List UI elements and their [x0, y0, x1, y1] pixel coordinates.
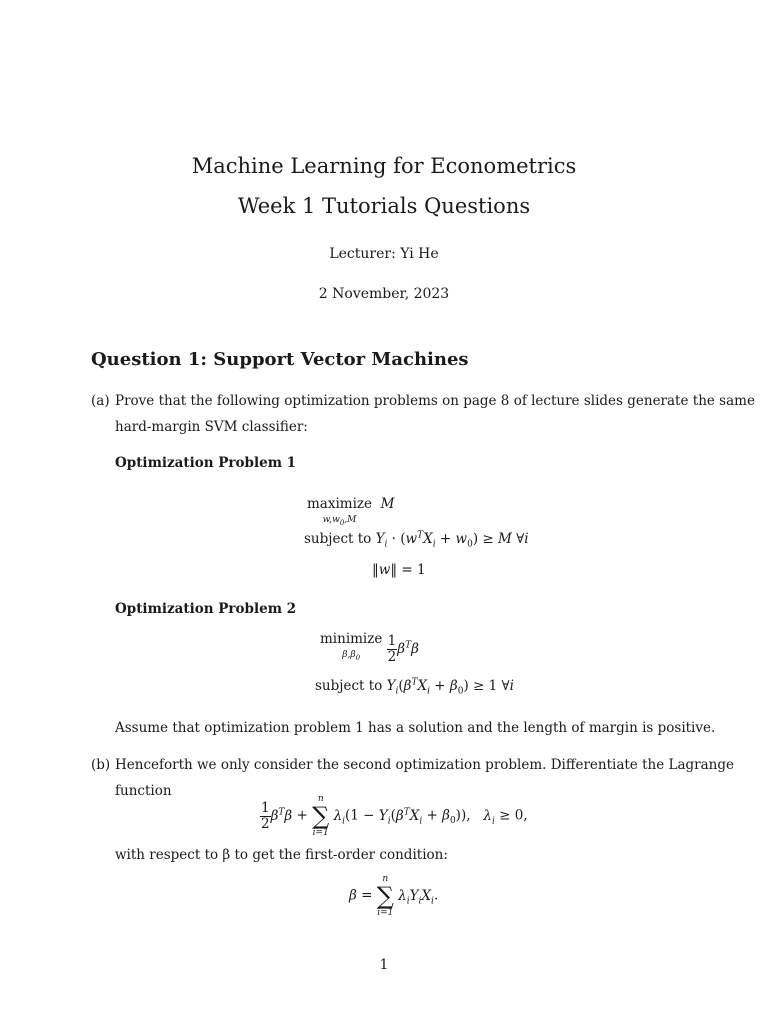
lagrange-function: $\frac{1}{2}$ $\beta^T\beta$ + n ∑ i=1 $\lambda_i(1 - Y_i(\beta^TX_i + \beta_0))$, $\lambda_i \ge 0$,	[261, 794, 528, 838]
maximize-operator: maximize $^{w,w_0,M}$	[307, 496, 373, 527]
summation-icon: n ∑ i=1	[312, 794, 330, 838]
problem2-constraint: subject to $Y_i(\beta^TX_i + \beta_0) \ge 1$ ∀i	[315, 677, 514, 697]
part-a-text-line2: hard-margin SVM classifier:	[115, 419, 308, 435]
part-a-label: (a)	[91, 393, 110, 409]
problem1-constraint1: subject to $Y_i \cdot (w^TX_i + w_0) \ge M$ ∀i	[304, 530, 529, 550]
part-b-text-line1: Henceforth we only consider the second optimization problem. Differentiate the Lagrange	[115, 757, 734, 773]
part-b-text-line2: function	[115, 783, 172, 799]
fraction-one-half: $\frac{1}{2}$	[387, 632, 397, 665]
title-line-1: Machine Learning for Econometrics	[191, 154, 577, 178]
first-order-condition: β = n ∑ i=1 $\lambda_iY_iX_i$.	[349, 874, 439, 918]
assumption-text: Assume that optimization problem 1 has a solution and the length of margin is positive.	[115, 720, 716, 736]
part-b-label: (b)	[91, 757, 111, 773]
problem2-heading: Optimization Problem 2	[115, 601, 297, 617]
part-b-after-text: with respect to β to get the first-order condition:	[115, 847, 448, 863]
problem2-objective: minimize $^{\beta,\beta_0}$ $\frac{1}{2}$ $\beta^T\beta$	[320, 630, 419, 668]
problem1-heading: Optimization Problem 1	[115, 455, 297, 471]
summation-icon: n ∑ i=1	[376, 874, 394, 918]
part-a-text-line1: Prove that the following optimization problems on page 8 of lecture slides generate the same	[115, 393, 755, 409]
section-heading: Question 1: Support Vector Machines	[91, 349, 469, 370]
problem1-objective: maximize $^{w,w_0,M}$ M	[307, 495, 394, 533]
date: 2 November, 2023	[318, 286, 450, 302]
minimize-operator: minimize $^{\beta,\beta_0}$	[320, 631, 383, 662]
problem1-constraint2: ‖w‖ = 1	[372, 562, 426, 578]
lecturer: Lecturer: Yi He	[329, 246, 439, 262]
title-line-2: Week 1 Tutorials Questions	[237, 194, 531, 218]
page-number: 1	[379, 957, 389, 973]
